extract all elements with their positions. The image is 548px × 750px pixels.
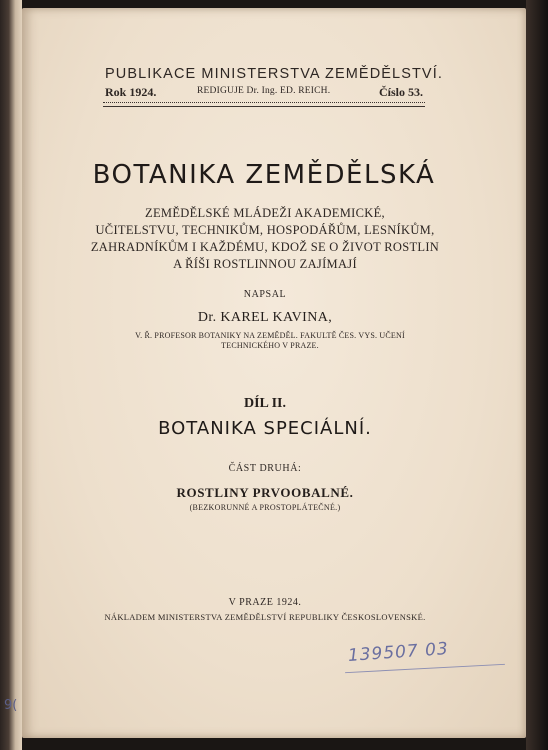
editor-line: REDIGUJE Dr. Ing. ED. REICH.: [197, 86, 331, 96]
dedication-line: ZEMĚDĚLSKÉ MLÁDEŽI AKADEMICKÉ,: [145, 206, 385, 220]
part-title: BOTANIKA SPECIÁLNÍ.: [158, 418, 372, 439]
issue-number: Číslo 53.: [378, 85, 423, 99]
author-affiliation: [120, 331, 420, 351]
dedication-line: ZAHRADNÍKŮM I KAŽDÉMU, KDOŽ SE O ŽIVOT ROSTLIN: [90, 240, 440, 254]
byline-label: NAPSAL: [243, 289, 287, 300]
title-page: [22, 8, 526, 738]
part-number: DÍL II.: [243, 396, 287, 411]
series-title: PUBLIKACE MINISTERSTVA ZEMĚDĚLSTVÍ.: [105, 66, 443, 82]
header-rule-dotted: [103, 102, 425, 103]
spine-handwritten-mark: 9(: [4, 698, 18, 713]
dedication-line: UČITELSTVU, TECHNIKŮM, HOSPODÁŘŮM, LESNÍKŮM,: [95, 223, 435, 237]
affiliation-line: V. Ř. PROFESOR BOTANIKY NA ZEMĚDĚL. FAKULTĚ ČES. VYS. UČENÍ: [135, 331, 405, 340]
author-name: Dr. KAREL KAVINA,: [197, 310, 333, 325]
dedication: [70, 205, 460, 273]
book-title: BOTANIKA ZEMĚDĚLSKÁ: [92, 160, 436, 190]
page-edge: [526, 0, 548, 750]
dedication-line: A ŘÍŠI ROSTLINNOU ZAJÍMAJÍ: [173, 257, 357, 271]
handwritten-inventory-number: 139507 03: [347, 638, 450, 666]
section-subtitle: (BEZKORUNNÉ A PROSTOPLÁTEČNÉ.): [189, 503, 341, 512]
section-title: ROSTLINY PRVOOBALNÉ.: [176, 485, 354, 500]
section-label: ČÁST DRUHÁ:: [228, 463, 302, 474]
publisher-line: NÁKLADEM MINISTERSTVA ZEMĚDĚLSTVÍ REPUBLIKY ČESKOSLOVENSKÉ.: [104, 612, 426, 622]
book-spine: [0, 0, 22, 750]
affiliation-line: TECHNICKÉHO V PRAZE.: [221, 341, 319, 350]
publication-year: Rok 1924.: [105, 85, 157, 99]
header-rule: [103, 106, 425, 107]
publication-place: V PRAZE 1924.: [228, 597, 302, 608]
